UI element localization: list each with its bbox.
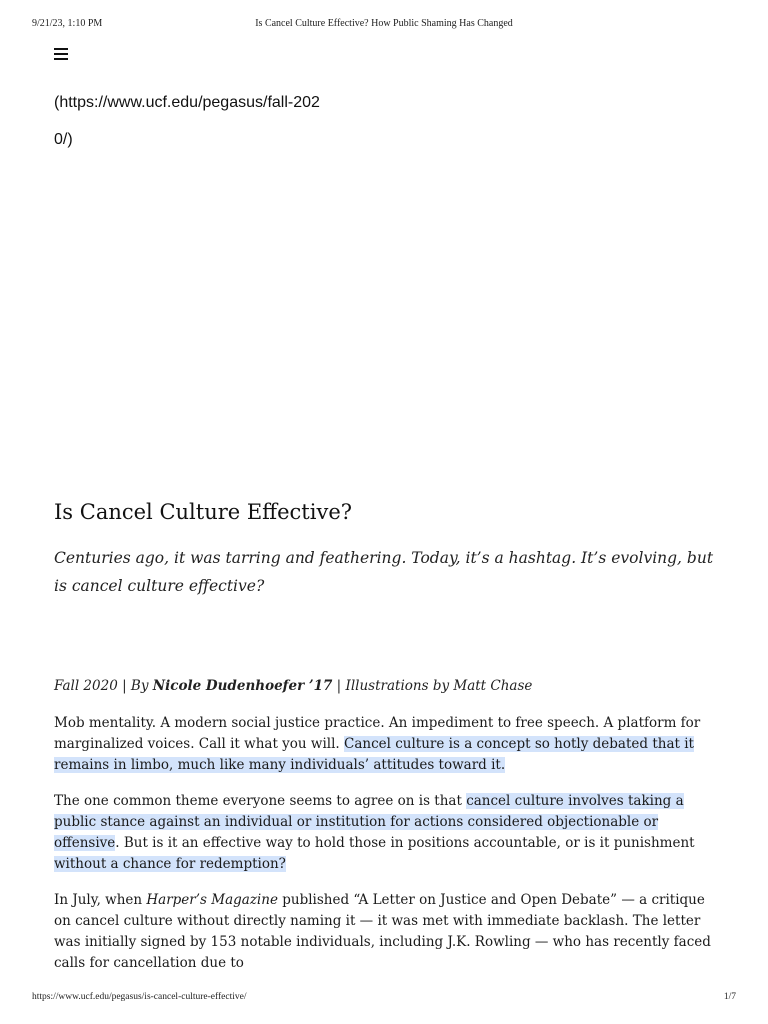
print-url: https://www.ucf.edu/pegasus/is-cancel-culture-effective/ bbox=[32, 992, 247, 1002]
byline-illustrations: Illustrations by Matt Chase bbox=[345, 678, 533, 694]
print-page-number: 1/7 bbox=[723, 992, 736, 1002]
byline-separator: | By bbox=[117, 678, 153, 694]
magazine-name: Harper’s Magazine bbox=[146, 892, 278, 908]
paragraph-text: Mob mentality. A modern social justice practice. An impediment to free speech. A platform for marginalized voices. Call it what you will. bbox=[54, 715, 701, 752]
highlighted-text: Cancel culture is a concept so hotly debated that it remains in limbo, much like many individuals’ attitudes toward it. bbox=[54, 736, 694, 773]
byline-issue: Fall 2020 bbox=[54, 678, 118, 694]
paragraph-2 bbox=[54, 791, 722, 875]
print-page-title: Is Cancel Culture Effective? How Public Shaming Has Changed bbox=[255, 18, 513, 29]
home-link[interactable]: (https://www.ucf.edu/pegasus/fall-2020/) bbox=[54, 94, 320, 148]
highlighted-text: without a chance for redemption? bbox=[54, 856, 286, 872]
byline-author: Nicole Dudenhoefer ’17 bbox=[152, 678, 333, 694]
hamburger-menu-icon[interactable] bbox=[54, 48, 68, 62]
paragraph-1 bbox=[54, 713, 722, 776]
paragraph-text: . But is it an effective way to hold those in positions accountable, or is it punishment bbox=[115, 835, 695, 851]
paragraph-text: The one common theme everyone seems to agree on is that bbox=[54, 793, 467, 809]
paragraph-text: published “A Letter on Justice and Open Debate” — a critique on cancel culture without directly naming it — it was met with immediate backlash. The letter was initially signed by 153 notable individuals, including J.K. Rowling — who has recently faced calls for cancellation due to bbox=[54, 892, 711, 971]
article-body bbox=[54, 713, 722, 989]
highlighted-text: cancel culture involves taking a public stance against an individual or institution for actions considered objectionable or offensive bbox=[54, 793, 684, 851]
paragraph-3 bbox=[54, 890, 722, 974]
byline bbox=[54, 678, 734, 694]
print-footer bbox=[32, 992, 736, 1004]
print-header bbox=[32, 18, 736, 32]
paragraph-text: In July, when bbox=[54, 892, 147, 908]
print-datetime: 9/21/23, 1:10 PM bbox=[32, 18, 103, 29]
article-dek: Centuries ago, it was tarring and feathering. Today, it’s a hashtag. It’s evolving, but is cancel culture effective? bbox=[54, 549, 714, 595]
byline-separator: | bbox=[332, 678, 346, 694]
article-title: Is Cancel Culture Effective? bbox=[54, 500, 352, 524]
